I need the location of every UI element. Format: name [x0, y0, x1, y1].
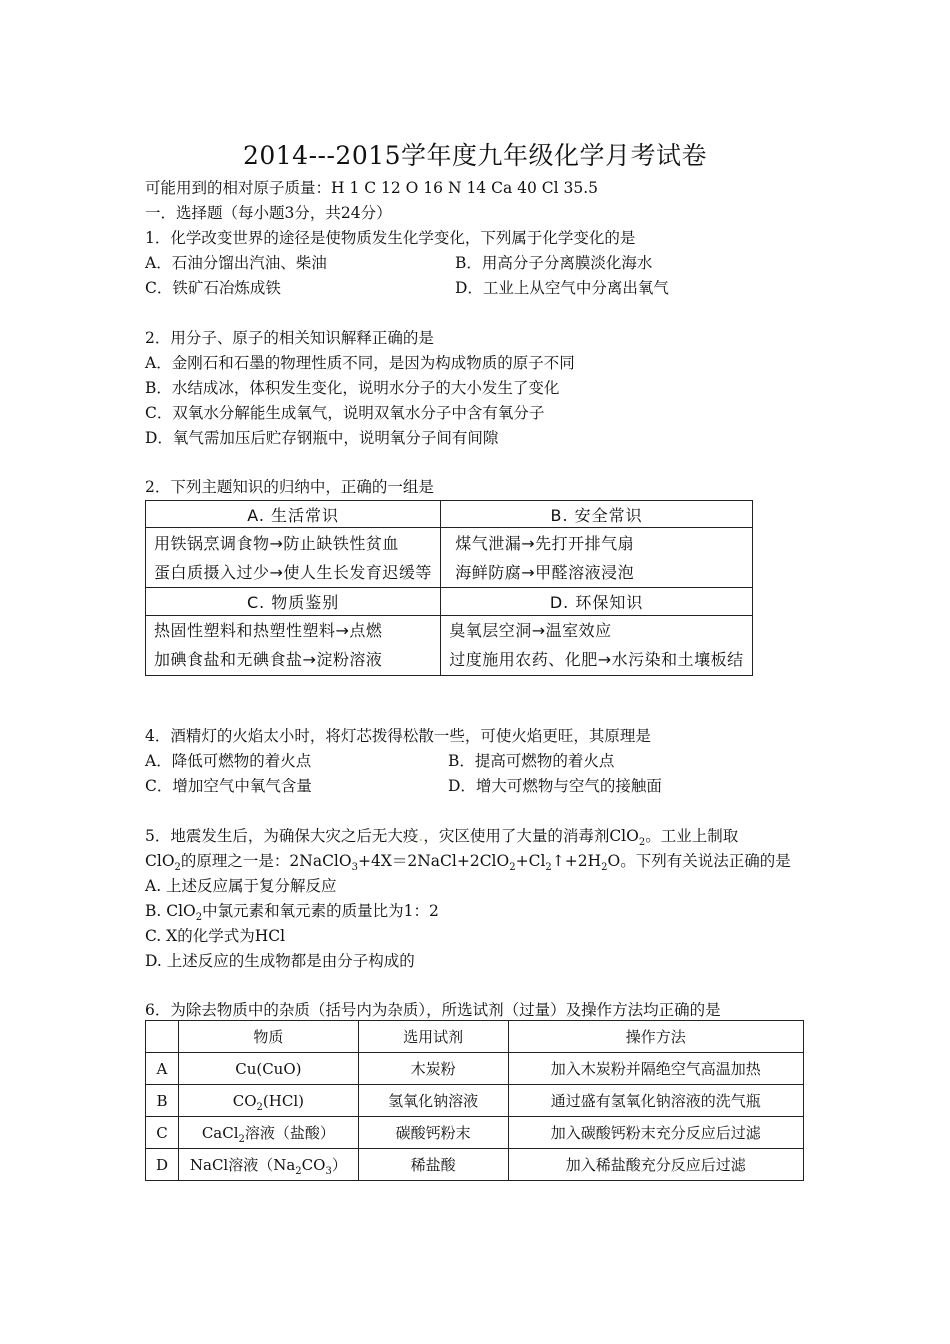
- section-heading: 一．选择题（每小题3分，共24分）: [145, 204, 392, 222]
- question-3-stem: 2．下列主题知识的归纳中，正确的一组是: [145, 478, 434, 496]
- substance-cell: $CO_2(HCl)$: [178, 1085, 358, 1117]
- question-5-option-b: B. ClO$_2$中氯元素和氧元素的质量比为1：2: [145, 902, 439, 924]
- question-5-stem-line-1: 5．地震发生后，为确保大灾之后无大疫.，灾区使用了大量的消毒剂ClO$_2$。工业上制取: [145, 827, 739, 849]
- cell-c-body: [146, 615, 441, 675]
- question-4-option-c: C．增加空气中氧气含量: [145, 777, 312, 795]
- cell-c-line-2: 加碘食盐和无碘食盐→淀粉溶液: [154, 650, 383, 670]
- question-2-option-d: D．氧气需加压后贮存钢瓶中，说明氧分子间有间隙: [145, 429, 499, 447]
- reagent-cell: 稀盐酸: [358, 1149, 508, 1181]
- question-4-option-d: D．增大可燃物与空气的接触面: [448, 777, 662, 795]
- question-1-option-d: D．工业上从空气中分离出氧气: [455, 279, 669, 297]
- question-2-option-b: B．水结成冰，体积发生变化，说明水分子的大小发生了变化: [145, 379, 560, 397]
- cell-c-line-1: 热固性塑料和热塑性塑料→点燃: [154, 621, 383, 641]
- table-header-row: [146, 1021, 804, 1053]
- table-row: [146, 1085, 804, 1117]
- substance-cell: NaCl溶液$(Na_2CO_3)$: [178, 1149, 358, 1181]
- reagent-cell: 氢氧化钠溶液: [358, 1085, 508, 1117]
- cell-b-line-1: 煤气泄漏→先打开排气扇: [455, 533, 635, 553]
- cell-b-line-2: 海鲜防腐→甲醛溶液浸泡: [455, 562, 635, 582]
- cell-a-line-2: 蛋白质摄入过少→使人生长发育迟缓等: [154, 562, 432, 582]
- question-3-table: [145, 500, 753, 676]
- question-1-option-a: A．石油分馏出汽油、柴油: [145, 254, 327, 272]
- option-letter: D: [146, 1149, 179, 1181]
- cell-d-body: [441, 615, 753, 675]
- question-2-stem: 2．用分子、原子的相关知识解释正确的是: [145, 329, 434, 347]
- question-1-option-b: B．用高分子分离膜淡化海水: [455, 254, 653, 272]
- question-5-stem-line-2: ClO$_2$的原理之一是：$2NaClO_3+4X=2NaCl+2ClO_2+Cl_2↑+2H_2O$。下列有关说法正确的是: [145, 852, 791, 874]
- substance-cell: CaCl$_2$溶液（盐酸）: [178, 1117, 358, 1149]
- table-row: [146, 1117, 804, 1149]
- question-5-option-c: C. X的化学式为HCl: [145, 927, 286, 945]
- header-cell: 操作方法: [508, 1021, 804, 1053]
- question-6-table: [145, 1020, 804, 1181]
- question-4-option-a: A．降低可燃物的着火点: [145, 752, 312, 770]
- atomic-masses: 可能用到的相对原子质量：H 1 C 12 O 16 N 14 Ca 40 Cl 35.5: [145, 179, 599, 197]
- question-2-option-a: A．金刚石和石墨的物理性质不同，是因为构成物质的原子不同: [145, 354, 575, 372]
- question-1-option-c: C．铁矿石冶炼成铁: [145, 279, 281, 297]
- cell-d-line-2: 过度施用农药、化肥→水污染和土壤板结: [449, 650, 744, 670]
- reagent-cell: 碳酸钙粉末: [358, 1117, 508, 1149]
- cell-a-body: [146, 528, 441, 588]
- cell-b-header: B. 安全常识: [441, 501, 753, 528]
- page-title: 2014---2015学年度九年级化学月考试卷: [242, 141, 708, 170]
- cell-c-header: C. 物质鉴别: [146, 588, 441, 615]
- option-letter: C: [146, 1117, 179, 1149]
- question-4-option-b: B．提高可燃物的着火点: [448, 752, 615, 770]
- cell-a-header: A. 生活常识: [146, 501, 441, 528]
- question-4-stem: 4．酒精灯的火焰太小时，将灯芯拨得松散一些，可使火焰更旺，其原理是: [145, 727, 651, 745]
- table-row: [146, 1149, 804, 1181]
- method-cell: 加入碳酸钙粉末充分反应后过滤: [508, 1117, 804, 1149]
- method-cell: 加入稀盐酸充分反应后过滤: [508, 1149, 804, 1181]
- option-letter: B: [146, 1085, 179, 1117]
- table-row: [146, 1053, 804, 1085]
- question-5-option-a: A. 上述反应属于复分解反应: [145, 877, 337, 895]
- method-cell: 加入木炭粉并隔绝空气高温加热: [508, 1053, 804, 1085]
- header-cell: 选用试剂: [358, 1021, 508, 1053]
- header-cell: 物质: [178, 1021, 358, 1053]
- cell-b-body: [441, 528, 753, 588]
- header-cell: [146, 1021, 179, 1053]
- substance-cell: Cu(CuO): [178, 1053, 358, 1085]
- reagent-cell: 木炭粉: [358, 1053, 508, 1085]
- option-letter: A: [146, 1053, 179, 1085]
- cell-d-line-1: 臭氧层空洞→温室效应: [449, 621, 612, 641]
- question-6-stem: 6．为除去物质中的杂质（括号内为杂质），所选试剂（过量）及操作方法均正确的是: [145, 1001, 721, 1019]
- question-5-option-d: D. 上述反应的生成物都是由分子构成的: [145, 952, 415, 970]
- cell-a-line-1: 用铁锅烹调食物→防止缺铁性贫血: [154, 533, 399, 553]
- question-1-stem: 1．化学改变世界的途径是使物质发生化学变化，下列属于化学变化的是: [145, 229, 636, 247]
- cell-d-header: D. 环保知识: [441, 588, 753, 615]
- question-2-option-c: C．双氧水分解能生成氧气，说明双氧水分子中含有氧分子: [145, 404, 545, 422]
- method-cell: 通过盛有氢氧化钠溶液的洗气瓶: [508, 1085, 804, 1117]
